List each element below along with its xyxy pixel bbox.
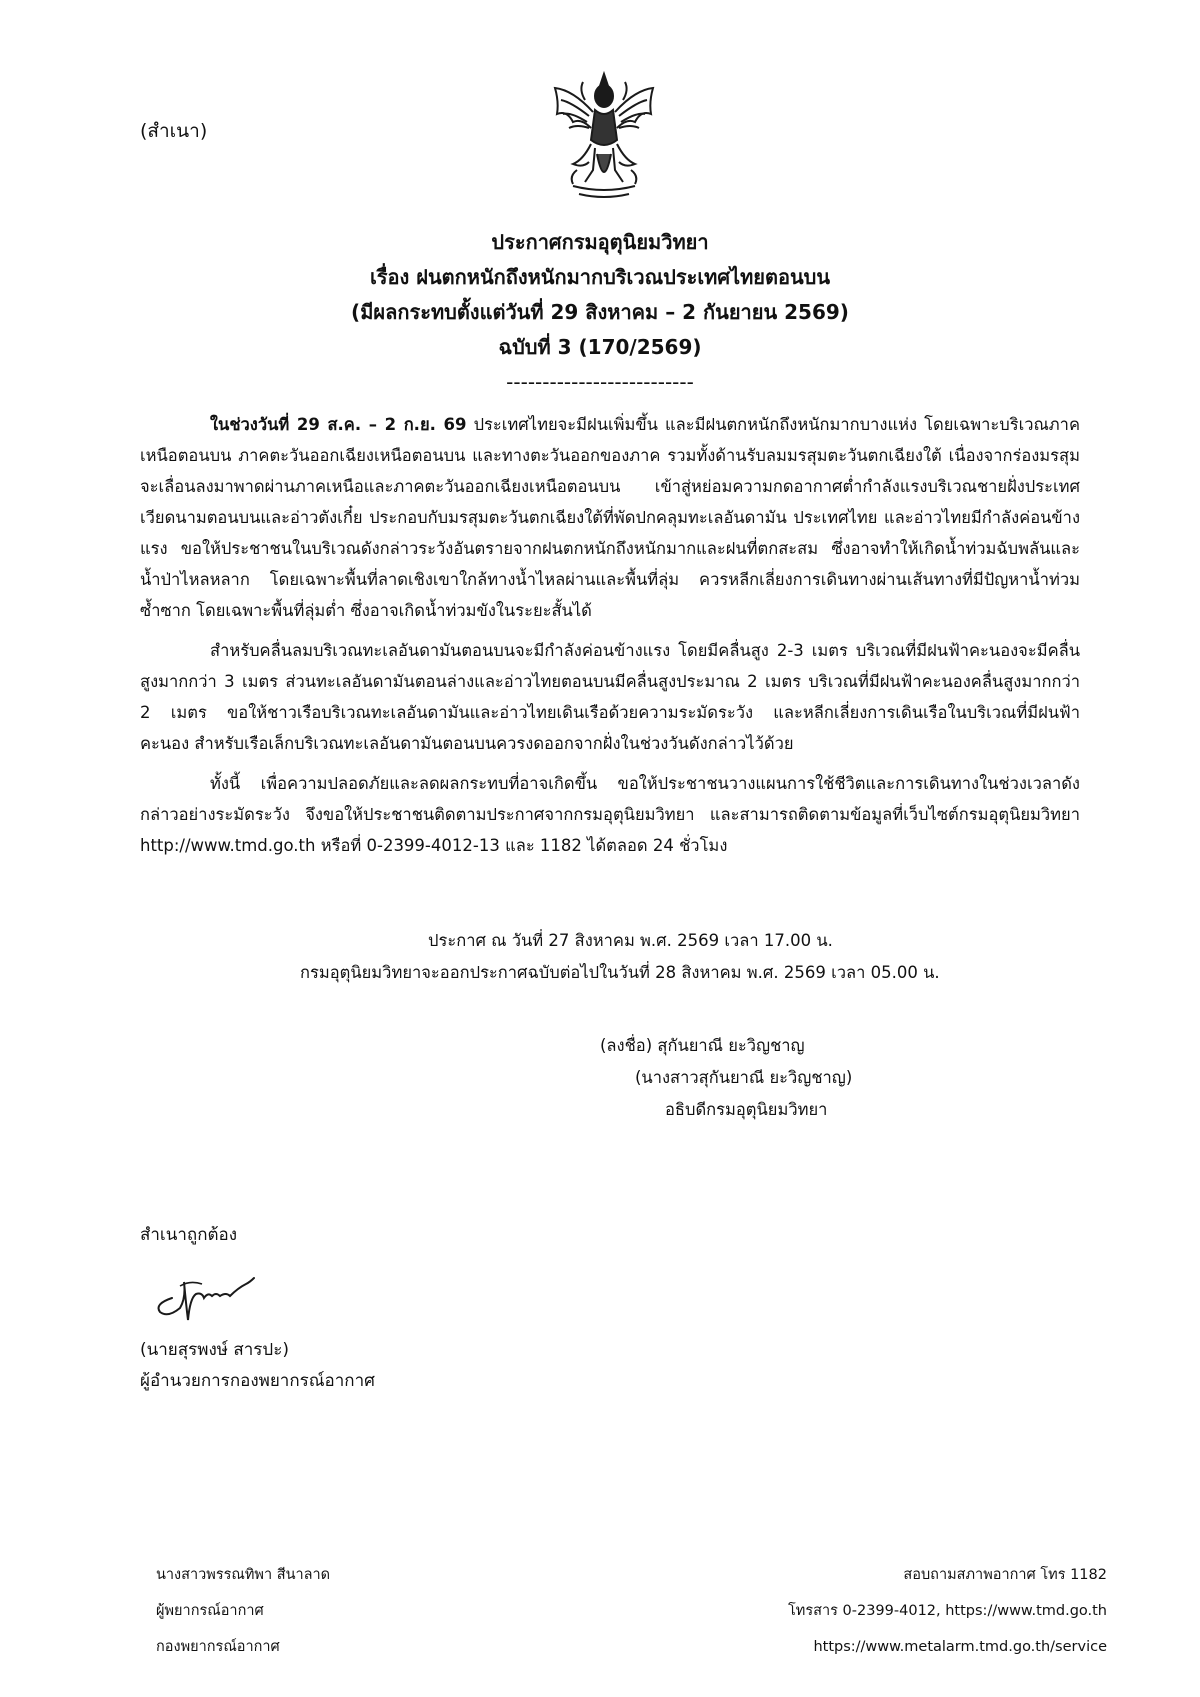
next-issue-datetime: กรมอุตุนิยมวิทยาจะออกประกาศฉบับต่อไปในวันที่ 28 สิงหาคม พ.ศ. 2569 เวลา 05.00 น.	[300, 963, 940, 982]
copy-label: (สำเนา)	[140, 120, 208, 142]
forecaster-name: นางสาวพรรณทิพา สีนาลาด	[156, 1567, 331, 1583]
contact-hotline: สอบถามสภาพอากาศ โทร 1182	[903, 1567, 1107, 1583]
paragraph-wave-forecast: สำหรับคลื่นลมบริเวณทะเลอันดามันตอนบนจะมีกำลังค่อนข้างแรง โดยมีคลื่นสูง 2-3 เมตร บริเวณที่มีฝนฟ้าคะนองจะมีคลื่นสูงมากกว่า 3 เมตร ส่วนทะเลอันดามันตอนล่างและอ่าวไทยตอนบนมีคลื่นสูงประมาณ 2 เมตร บริเวณที่มีฝนฟ้าคะนองคลื่นสูงมากกว่า 2 เมตร ขอให้ชาวเรือบริเวณทะเลอันดามันและอ่าวไทยเดินเรือด้วยความระมัดระวัง และหลีกเลี่ยงการเดินเรือในบริเวณที่มีฝนฟ้าคะนอง สำหรับเรือเล็กบริเวณทะเลอันดามันตอนบนควรงดออกจากฝั่งในช่วงวันดังกล่าวไว้ด้วย	[140, 641, 1080, 753]
contact-fax-website: โทรสาร 0-2399-4012, https://www.tmd.go.th	[788, 1603, 1107, 1619]
signatory-block	[600, 1030, 852, 1126]
certifier-position: ผู้อำนวยการกองพยากรณ์อากาศ	[140, 1371, 375, 1391]
certifier-block	[140, 1335, 375, 1397]
title-effective-period: (มีผลกระทบตั้งแต่วันที่ 29 สิงหาคม – 2 กันยายน 2569)	[351, 300, 849, 324]
handwritten-signature-icon	[150, 1268, 260, 1326]
issue-info	[300, 925, 1100, 989]
certified-copy-label: สำเนาถูกต้อง	[140, 1225, 238, 1245]
paragraph-rain-forecast	[140, 409, 1080, 626]
signatory-signed: (ลงชื่อ) สุกันยาณี ยะวิญชาญ	[600, 1036, 805, 1055]
title-separator: --------------------------	[506, 370, 694, 394]
forecaster-title: ผู้พยากรณ์อากาศ	[156, 1603, 264, 1619]
footer-forecaster	[156, 1557, 330, 1665]
paragraph-lead-dates: ในช่วงวันที่ 29 ส.ค. – 2 ก.ย. 69	[210, 415, 467, 434]
paragraph-rain-text: ประเทศไทยจะมีฝนเพิ่มขึ้น และมีฝนตกหนักถึงหนักมากบางแห่ง โดยเฉพาะบริเวณภาคเหนือตอนบน ภาคตะวันออกเฉียงเหนือตอนบน และทางตะวันออกของภาค รวมทั้งด้านรับลมมรสุมตะวันตกเฉียงใต้ เนื่องจากร่องมรสุมจะเลื่อนลงมาพาดผ่านภาคเหนือและภาคตะวันออกเฉียงเหนือตอนบน เข้าสู่หย่อมความกดอากาศต่ำกำลังแรงบริเวณชายฝั่งประเทศเวียดนามตอนบนและอ่าวตังเกี๋ย ประกอบกับมรสุมตะวันตกเฉียงใต้ที่พัดปกคลุมทะเลอันดามัน ประเทศไทย และอ่าวไทยมีกำลังค่อนข้างแรง ขอให้ประชาชนในบริเวณดังกล่าวระวังอันตรายจากฝนตกหนักถึงหนักมากและฝนที่ตกสะสม ซึ่งอาจทำให้เกิดน้ำท่วมฉับพลันและน้ำป่าไหลหลาก โดยเฉพาะพื้นที่ลาดเชิงเขาใกล้ทางน้ำไหลผ่านและพื้นที่ลุ่ม ควรหลีกเลี่ยงการเดินทางผ่านเส้นทางที่มีปัญหาน้ำท่วมซ้ำซาก โดยเฉพาะพื้นที่ลุ่มต่ำ ซึ่งอาจเกิดน้ำท่วมขังในระยะสั้นได้	[140, 415, 1080, 620]
forecaster-division: กองพยากรณ์อากาศ	[156, 1639, 280, 1655]
garuda-emblem-icon	[543, 70, 665, 200]
signatory-position: อธิบดีกรมอุตุนิยมวิทยา	[665, 1100, 828, 1119]
title-organization: ประกาศกรมอุตุนิยมวิทยา	[491, 230, 709, 254]
footer-contact	[788, 1557, 1107, 1665]
signatory-full-name: (นางสาวสุกันยาณี ยะวิญชาญ)	[635, 1068, 853, 1087]
certifier-name: (นายสุรพงษ์ สารปะ)	[140, 1340, 289, 1360]
issued-datetime: ประกาศ ณ วันที่ 27 สิงหาคม พ.ศ. 2569 เวลา 17.00 น.	[428, 931, 833, 950]
contact-service-url: https://www.metalarm.tmd.go.th/service	[813, 1639, 1107, 1655]
title-subject: เรื่อง ฝนตกหนักถึงหนักมากบริเวณประเทศไทยตอนบน	[369, 265, 831, 289]
announcement-body	[140, 409, 1080, 870]
paragraph-safety-advice: ทั้งนี้ เพื่อความปลอดภัยและลดผลกระทบที่อาจเกิดขึ้น ขอให้ประชาชนวางแผนการใช้ชีวิตและการเดินทางในช่วงเวลาดังกล่าวอย่างระมัดระวัง จึงขอให้ประชาชนติดตามประกาศจากกรมอุตุนิยมวิทยา และสามารถติดตามข้อมูลที่เว็บไซต์กรมอุตุนิยมวิทยา http://www.tmd.go.th หรือที่ 0-2399-4012-13 และ 1182 ได้ตลอด 24 ชั่วโมง	[140, 774, 1080, 855]
announcement-title	[0, 225, 1200, 400]
title-issue-number: ฉบับที่ 3 (170/2569)	[498, 335, 702, 359]
